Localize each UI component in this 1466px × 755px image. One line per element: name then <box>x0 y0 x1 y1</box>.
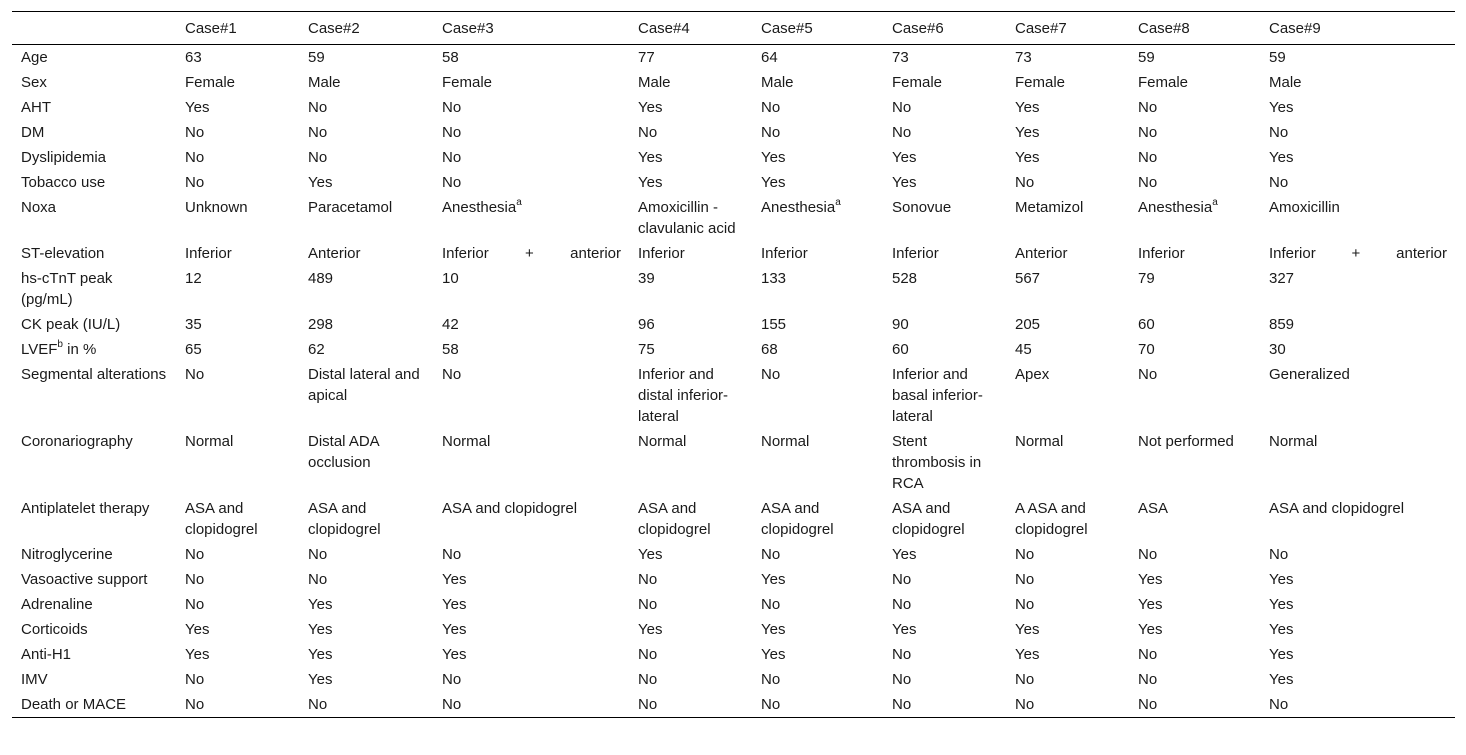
table-cell: 73 <box>892 49 909 66</box>
table-cell: No <box>185 174 205 191</box>
table-cell: Sonovue <box>892 199 952 216</box>
table-row <box>12 45 1455 71</box>
row-label: Tobacco use <box>21 174 106 191</box>
table-cell: Anterior <box>1015 245 1068 262</box>
table-cell: Stent thrombosis in RCA <box>892 433 982 492</box>
table-cell: No <box>1138 174 1158 191</box>
table-cell: No <box>442 99 462 116</box>
table-cell: Yes <box>1015 621 1040 638</box>
table-cell: No <box>1269 174 1289 191</box>
table-cell: Male <box>1269 74 1302 91</box>
table-cell: No <box>1138 546 1158 563</box>
table-cell: No <box>442 124 462 141</box>
table-cell: No <box>638 671 658 688</box>
row-label: hs-cTnT peak (pg/mL) <box>21 270 113 308</box>
table-cell: Yes <box>761 621 786 638</box>
table-cell: Yes <box>892 546 917 563</box>
table-cell: No <box>638 646 658 663</box>
table-cell: Yes <box>638 99 663 116</box>
table-cell: Not performed <box>1138 433 1234 450</box>
table-cell: Normal <box>638 433 687 450</box>
table-cell: 567 <box>1015 270 1041 287</box>
table-cell: No <box>892 99 912 116</box>
table-row <box>12 592 1455 617</box>
table-cell: Yes <box>1138 596 1163 613</box>
row-label: IMV <box>21 671 48 688</box>
table-cell: 133 <box>761 270 787 287</box>
header-cell-case-9: Case#9 <box>1269 20 1321 37</box>
table-cell: Yes <box>185 646 210 663</box>
table-cell: 63 <box>185 49 202 66</box>
table-cell: No <box>1138 124 1158 141</box>
row-label: Vasoactive support <box>21 571 148 588</box>
table-cell: Yes <box>1269 596 1294 613</box>
table-cell: Anterior <box>308 245 361 262</box>
header-cell-case-1: Case#1 <box>185 20 237 37</box>
table-row <box>12 195 1455 241</box>
table-cell: ASA and clopidogrel <box>308 500 381 538</box>
table-cell: No <box>1015 546 1035 563</box>
table-cell: No <box>761 124 781 141</box>
table-cell: No <box>185 696 205 713</box>
table-cell: Yes <box>638 546 663 563</box>
table-cell: 65 <box>185 341 202 358</box>
table-cell: Inferior <box>761 245 808 262</box>
table-cell: Male <box>638 74 671 91</box>
table-cell: No <box>442 696 462 713</box>
row-label: Coronariography <box>21 433 133 450</box>
row-label: DM <box>21 124 45 141</box>
table-cell: Yes <box>1269 149 1294 166</box>
table-cell: 10 <box>442 270 459 287</box>
table-cell: 59 <box>1138 49 1155 66</box>
table-cell: No <box>1269 696 1289 713</box>
table-cell: Yes <box>1015 149 1040 166</box>
table-cell: No <box>1015 174 1035 191</box>
table-cell: 59 <box>1269 49 1286 66</box>
table-cell: Amoxicillin <box>1269 199 1340 216</box>
table-cell: Inferior and basal inferior-lateral <box>892 366 983 425</box>
table-cell: Unknown <box>185 199 248 216</box>
table-cell: 64 <box>761 49 778 66</box>
table-cell: No <box>308 571 328 588</box>
table-cell: No <box>892 696 912 713</box>
table-cell: Distal ADA occlusion <box>308 433 379 471</box>
row-label: AHT <box>21 99 51 116</box>
table-cell: 58 <box>442 341 459 358</box>
table-cell: No <box>1015 596 1035 613</box>
row-label: Age <box>21 49 48 66</box>
table-row <box>12 266 1455 312</box>
table-cell: 298 <box>308 316 334 333</box>
table-cell: No <box>1015 671 1035 688</box>
table-cell: No <box>308 696 328 713</box>
table-cell: No <box>892 596 912 613</box>
table-cell: Yes <box>892 149 917 166</box>
table-row <box>12 70 1455 95</box>
table-cell: No <box>1138 366 1158 383</box>
table-cell: No <box>442 546 462 563</box>
table-cell: Paracetamol <box>308 199 393 216</box>
table-cell: No <box>1269 124 1289 141</box>
table-cell: No <box>1138 99 1158 116</box>
table-cell: No <box>442 174 462 191</box>
row-label: Segmental alterations <box>21 366 167 383</box>
table-cell: 60 <box>1138 316 1155 333</box>
table-cell: 68 <box>761 341 778 358</box>
table-cell: No <box>638 696 658 713</box>
table-cell: Female <box>892 74 943 91</box>
table-body <box>12 45 1455 718</box>
table-cell: 39 <box>638 270 655 287</box>
table-cell: Yes <box>761 174 786 191</box>
table-cell: No <box>185 366 205 383</box>
table-cell: No <box>1138 646 1158 663</box>
table-cell: No <box>761 671 781 688</box>
table-cell: Female <box>442 74 493 91</box>
row-label: Noxa <box>21 199 57 216</box>
table-cell: 59 <box>308 49 325 66</box>
table-cell: No <box>638 571 658 588</box>
table-row <box>12 692 1455 718</box>
table-cell: No <box>638 596 658 613</box>
table-cell: 90 <box>892 316 909 333</box>
table-cell: Metamizol <box>1015 199 1084 216</box>
table-row <box>12 617 1455 642</box>
table-cell: ASA and clopidogrel <box>638 500 711 538</box>
table-cell: Yes <box>1015 124 1040 141</box>
table-cell: Anesthesia$^a$ <box>1138 197 1218 216</box>
table-row <box>12 362 1455 429</box>
table-cell: 489 <box>308 270 334 287</box>
table-cell: 155 <box>761 316 787 333</box>
row-label: Sex <box>21 74 47 91</box>
table-cell: Yes <box>185 99 210 116</box>
table-cell: No <box>1138 149 1158 166</box>
table-cell: 96 <box>638 316 655 333</box>
table-cell: ASA and clopidogrel <box>1269 500 1405 517</box>
table-cell: No <box>892 671 912 688</box>
table-cell: Yes <box>1269 99 1294 116</box>
table-cell: Female <box>1015 74 1066 91</box>
table-cell: ASA and clopidogrel <box>442 500 578 517</box>
table-row <box>12 145 1455 170</box>
table-cell: No <box>185 149 205 166</box>
table-cell: Yes <box>638 149 663 166</box>
table-cell: 77 <box>638 49 655 66</box>
table-cell: 859 <box>1269 316 1295 333</box>
table-cell: No <box>892 124 912 141</box>
table-cell: Inferior <box>892 245 939 262</box>
table-cell: 79 <box>1138 270 1155 287</box>
header-cell-case-6: Case#6 <box>892 20 944 37</box>
table-cell: Generalized <box>1269 366 1350 383</box>
table-cell: 12 <box>185 270 202 287</box>
table-cell: No <box>761 596 781 613</box>
header-cell-case-2: Case#2 <box>308 20 360 37</box>
table-row <box>12 429 1455 496</box>
row-label: CK peak (IU/L) <box>21 316 121 333</box>
table-row <box>12 241 1455 266</box>
table-cell: 42 <box>442 316 459 333</box>
table-cell: Yes <box>442 571 467 588</box>
table-cell: 73 <box>1015 49 1032 66</box>
table-row <box>12 312 1455 337</box>
table-cell: ASA and clopidogrel <box>761 500 834 538</box>
table-cell: No <box>442 671 462 688</box>
table-cell: No <box>185 124 205 141</box>
table-cell: ASA and clopidogrel <box>892 500 965 538</box>
table-cell: No <box>761 366 781 383</box>
table-cell: No <box>892 571 912 588</box>
table-cell: Yes <box>1015 646 1040 663</box>
row-label: Death or MACE <box>21 696 127 713</box>
case-table <box>12 11 1455 718</box>
table-cell: Yes <box>1269 671 1294 688</box>
table-cell: 205 <box>1015 316 1041 333</box>
table-row <box>12 120 1455 145</box>
table-cell: No <box>1269 546 1289 563</box>
table-cell: No <box>761 696 781 713</box>
table-cell: Yes <box>638 621 663 638</box>
table-cell: Yes <box>1269 621 1294 638</box>
table-cell: Female <box>185 74 236 91</box>
table-cell: No <box>308 149 328 166</box>
table-cell: No <box>442 149 462 166</box>
table-cell: No <box>185 596 205 613</box>
table-cell: Anesthesia$^a$ <box>442 197 522 216</box>
table-cell: Yes <box>1269 646 1294 663</box>
table-cell: 45 <box>1015 341 1032 358</box>
row-label: LVEF$^b$ in % <box>21 339 97 358</box>
table-cell: No <box>761 546 781 563</box>
header-cell-case-5: Case#5 <box>761 20 813 37</box>
table-cell: Normal <box>1269 433 1318 450</box>
table-cell: 70 <box>1138 341 1155 358</box>
table-cell: No <box>1015 696 1035 713</box>
table-cell: Inferior + anterior <box>442 245 621 262</box>
row-label: Nitroglycerine <box>21 546 113 563</box>
footnote-mark: a <box>835 197 841 208</box>
table-cell: 75 <box>638 341 655 358</box>
table-cell: ASA and clopidogrel <box>185 500 258 538</box>
table-cell: Inferior <box>638 245 685 262</box>
table-cell: Male <box>761 74 794 91</box>
table-cell: Yes <box>442 596 467 613</box>
table-cell: No <box>638 124 658 141</box>
table-cell: Yes <box>761 149 786 166</box>
table-cell: Yes <box>1138 571 1163 588</box>
table-cell: Inferior <box>185 245 232 262</box>
header-cell-case-7: Case#7 <box>1015 20 1067 37</box>
table-row <box>12 496 1455 542</box>
table-cell: Anesthesia$^a$ <box>761 197 841 216</box>
table-cell: Yes <box>308 174 333 191</box>
table-cell: 30 <box>1269 341 1286 358</box>
table-cell: Inferior and distal inferior-lateral <box>638 366 729 425</box>
table-cell: Yes <box>185 621 210 638</box>
table-header <box>12 12 1455 45</box>
row-label: Adrenaline <box>21 596 93 613</box>
row-label: Corticoids <box>21 621 88 638</box>
table-cell: Yes <box>638 174 663 191</box>
table-row <box>12 667 1455 692</box>
table-cell: Yes <box>1015 99 1040 116</box>
table-cell: No <box>761 99 781 116</box>
table-row <box>12 337 1455 362</box>
row-label: ST-elevation <box>21 245 105 262</box>
table-cell: No <box>308 99 328 116</box>
table-cell: No <box>892 646 912 663</box>
table-cell: No <box>442 366 462 383</box>
table-cell: No <box>1138 671 1158 688</box>
table-cell: No <box>308 124 328 141</box>
table-cell: Apex <box>1015 366 1050 383</box>
table-row <box>12 95 1455 120</box>
header-cell-case-4: Case#4 <box>638 20 690 37</box>
table-cell: Male <box>308 74 341 91</box>
table-cell: Normal <box>1015 433 1064 450</box>
row-label: Antiplatelet therapy <box>21 500 150 517</box>
table-cell: Yes <box>1269 571 1294 588</box>
table-cell: Inferior + anterior <box>1269 245 1447 262</box>
table-cell: ASA <box>1138 500 1169 517</box>
table-cell: Yes <box>442 646 467 663</box>
table-cell: Yes <box>308 646 333 663</box>
table-cell: Normal <box>185 433 234 450</box>
table-cell: Normal <box>761 433 810 450</box>
table-cell: No <box>185 671 205 688</box>
row-label: Anti-H1 <box>21 646 72 663</box>
footnote-mark: b <box>57 339 63 350</box>
header-cell-blank <box>12 12 176 45</box>
case-table-container <box>12 11 1455 718</box>
table-cell: Yes <box>761 646 786 663</box>
table-cell: 58 <box>442 49 459 66</box>
table-cell: Normal <box>442 433 491 450</box>
table-cell: Yes <box>308 671 333 688</box>
table-cell: No <box>185 546 205 563</box>
table-cell: 62 <box>308 341 325 358</box>
row-label: Dyslipidemia <box>21 149 107 166</box>
table-cell: No <box>308 546 328 563</box>
footnote-mark: a <box>1212 197 1218 208</box>
table-row <box>12 642 1455 667</box>
table-cell: 35 <box>185 316 202 333</box>
table-row <box>12 170 1455 195</box>
table-cell: Yes <box>308 621 333 638</box>
header-row <box>12 12 1455 45</box>
table-cell: No <box>185 571 205 588</box>
table-cell: No <box>1015 571 1035 588</box>
footnote-mark: a <box>516 197 522 208</box>
table-cell: Amoxicillin -clavulanic acid <box>638 199 736 237</box>
table-cell: Female <box>1138 74 1189 91</box>
table-cell: Yes <box>1138 621 1163 638</box>
table-cell: Yes <box>308 596 333 613</box>
table-cell: Yes <box>761 571 786 588</box>
table-cell: 60 <box>892 341 909 358</box>
table-row <box>12 542 1455 567</box>
header-cell-case-8: Case#8 <box>1138 20 1190 37</box>
table-cell: A ASA and clopidogrel <box>1015 500 1088 538</box>
header-cell-case-3: Case#3 <box>442 20 494 37</box>
table-row <box>12 567 1455 592</box>
table-cell: 528 <box>892 270 918 287</box>
table-cell: Distal lateral and apical <box>308 366 420 404</box>
table-cell: Yes <box>892 621 917 638</box>
table-cell: 327 <box>1269 270 1295 287</box>
table-cell: Yes <box>892 174 917 191</box>
table-cell: Yes <box>442 621 467 638</box>
table-cell: Inferior <box>1138 245 1185 262</box>
table-cell: No <box>1138 696 1158 713</box>
